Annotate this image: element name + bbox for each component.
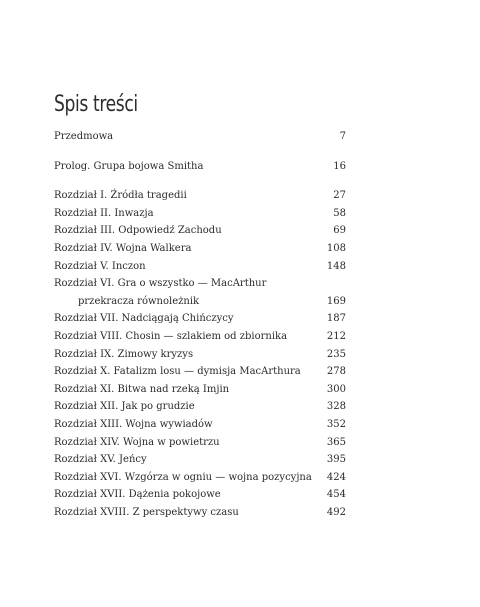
toc-entry-page: 300 [326,383,346,395]
toc-entry-page: 235 [326,348,346,360]
toc-entry-label: Rozdział V. Inczon [54,260,146,272]
toc-entry-page: 278 [326,366,346,378]
toc-entry-chapter-4 [54,240,346,258]
toc-entry-page: 27 [333,190,346,202]
toc-entry-chapter-18 [54,504,346,522]
toc-entry-prolog [54,158,346,176]
toc-entry-page: 352 [326,418,346,430]
toc-entry-label: Rozdział XVI. Wzgórza w ogniu — wojna pozycyjna [54,471,312,483]
toc-entry-label: Rozdział XI. Bitwa nad rzeką Imjin [54,383,230,395]
toc-entry-label: Rozdział XVIII. Z perspektywy czasu [54,506,239,518]
toc-entry-page: 395 [326,454,346,466]
toc-entry-label: Rozdział XIV. Wojna w powietrzu [54,436,220,448]
toc-entry-label: Rozdział IV. Wojna Walkera [54,242,192,254]
toc-entry-chapter-14 [54,434,346,452]
toc-entry-chapter-3 [54,222,346,240]
toc-entry-label: Przedmowa [54,131,114,142]
toc-entry-chapter-12 [54,398,346,416]
toc-entry-chapter-2 [54,205,346,223]
toc-entry-label: Prolog. Grupa bojowa Smitha [54,160,204,172]
toc-entry-chapter-5 [54,258,346,276]
toc-entry-page: 69 [333,225,346,237]
toc-entry-chapter-16 [54,469,346,487]
toc-entry-chapter-7 [54,310,346,328]
toc-entry-label: Rozdział XVII. Dążenia pokojowe [54,489,221,501]
toc-title: Spis treści [54,92,138,117]
toc-entry-page: 58 [333,207,346,219]
toc-entry-label: Rozdział VIII. Chosin — szlakiem od zbiornika [54,330,288,342]
table-of-contents [54,128,346,521]
toc-entry-page: 7 [339,131,346,142]
toc-entry-page: 169 [326,295,346,307]
toc-entry-label [54,275,327,310]
toc-entry-page: 328 [326,401,346,413]
toc-entry-label-line2: przekracza równoleżnik [78,295,200,307]
toc-entry-page: 187 [326,313,346,325]
toc-entry-label: Rozdział XV. Jeńcy [54,454,147,466]
toc-entry-label: Rozdział II. Inwazja [54,207,154,219]
toc-entry-chapter-11 [54,381,346,399]
toc-entry-page: 424 [326,471,346,483]
toc-entry-przedmowa [54,128,346,146]
toc-entry-label: Rozdział VII. Nadciągają Chińczycy [54,313,234,325]
toc-entry-label: Rozdział I. Źródła tragedii [54,190,187,202]
toc-entry-page: 492 [326,506,346,518]
toc-entry-label: Rozdział III. Odpowiedź Zachodu [54,225,222,237]
toc-entry-page: 365 [326,436,346,448]
toc-entry-label: Rozdział X. Fatalizm losu — dymisja MacArthura [54,366,301,378]
toc-entry-page: 108 [326,242,346,254]
toc-entry-chapter-10 [54,363,346,381]
toc-entry-page: 212 [326,330,346,342]
toc-entry-label: Rozdział IX. Zimowy kryzys [54,348,194,360]
toc-entry-page: 16 [333,160,346,172]
toc-entry-label-line1: Rozdział VI. Gra o wszystko — MacArthur [54,278,267,290]
toc-entry-label: Rozdział XII. Jak po grudzie [54,401,195,413]
toc-entry-chapter-6 [54,275,346,310]
toc-entry-chapter-17 [54,486,346,504]
toc-entry-page: 148 [326,260,346,272]
toc-entry-page: 454 [326,489,346,501]
toc-entry-chapter-1 [54,187,346,205]
toc-entry-label: Rozdział XIII. Wojna wywiadów [54,418,213,430]
toc-entry-chapter-8 [54,328,346,346]
toc-entry-chapter-15 [54,451,346,469]
toc-entry-chapter-9 [54,346,346,364]
toc-entry-chapter-13 [54,416,346,434]
